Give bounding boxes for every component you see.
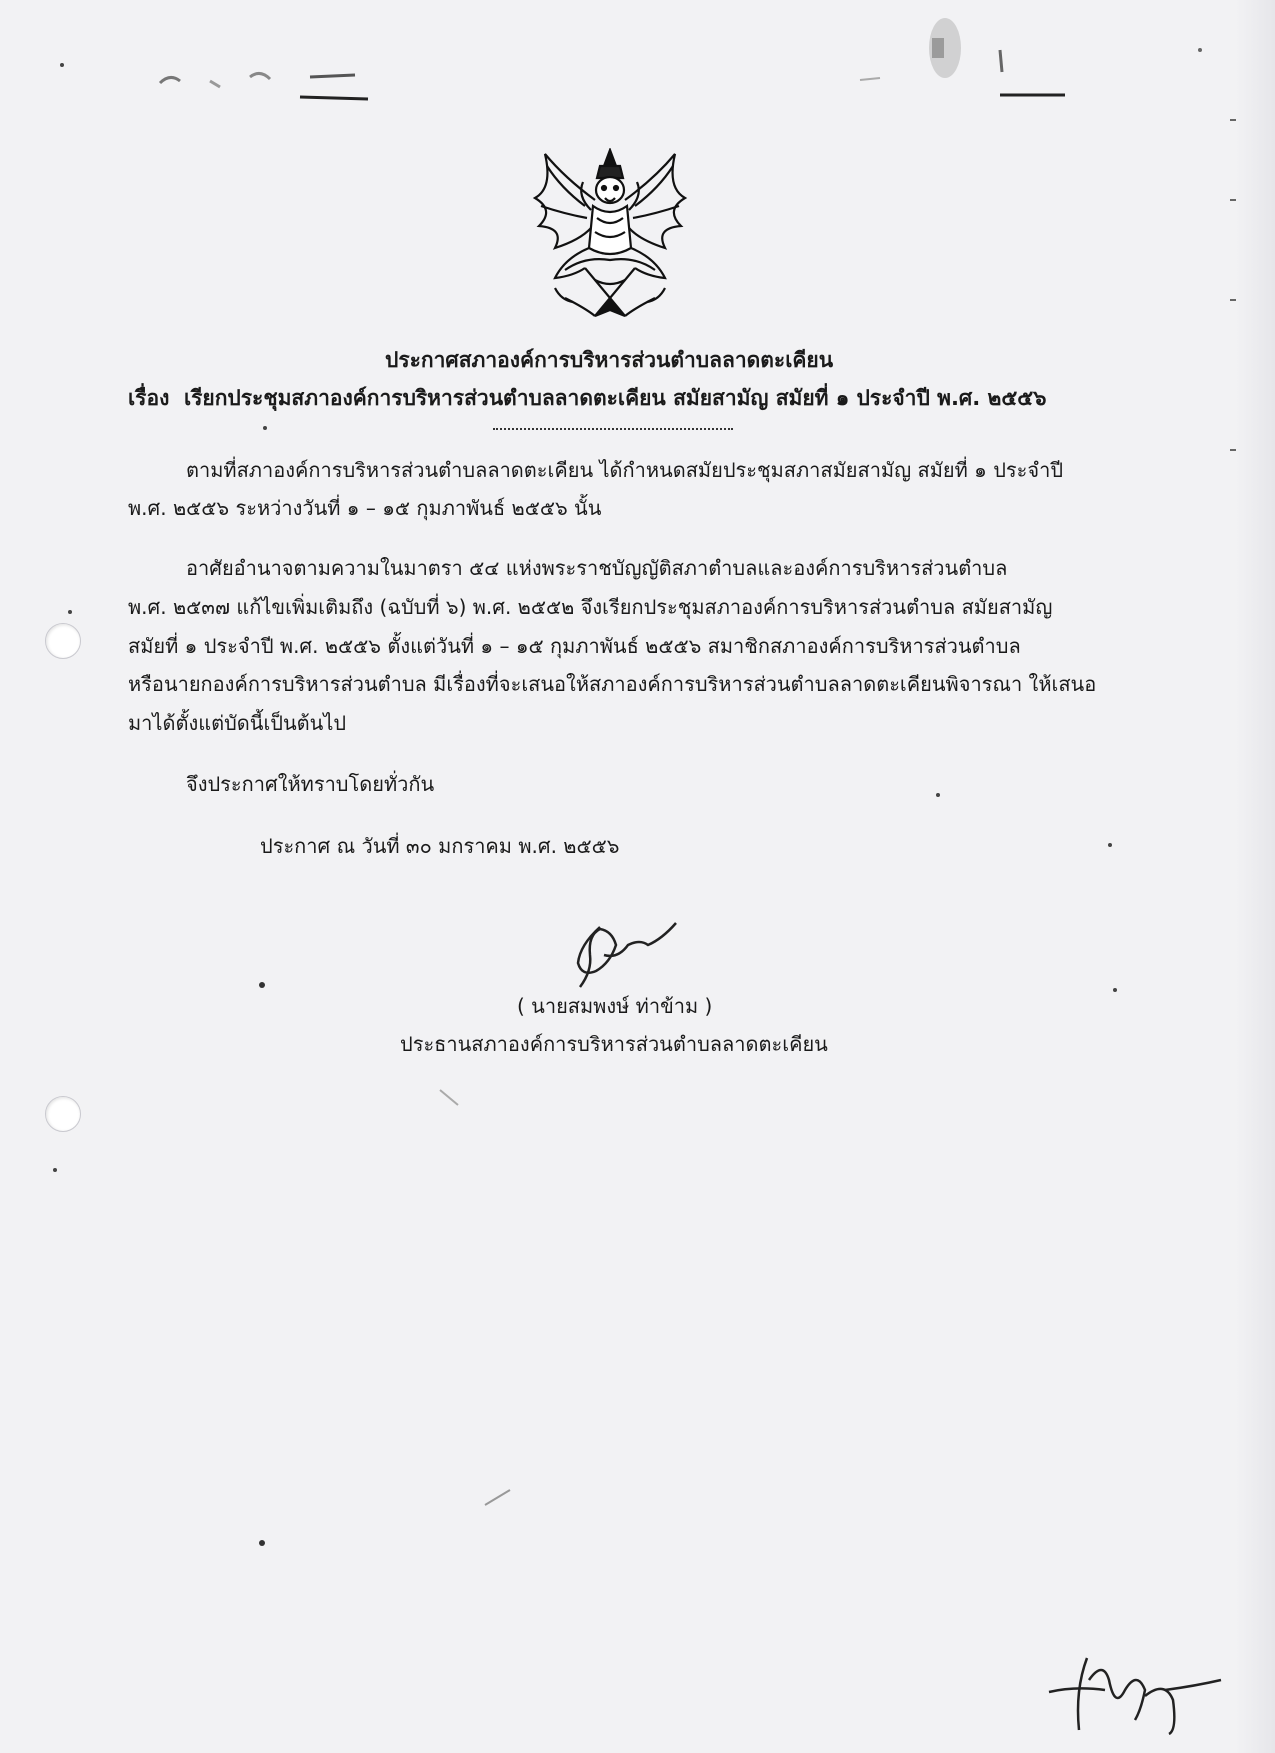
announcement-date: ประกาศ ณ วันที่ ๓๐ มกราคม พ.ศ. ๒๕๕๖ [260, 834, 620, 858]
signatory-name: ( นายสมพงษ์ ท่าข้าม ) [517, 994, 713, 1018]
subject-text: เรียกประชุมสภาองค์การบริหารส่วนตำบลลาดตะเคียน สมัยสามัญ สมัยที่ ๑ ประจำปี พ.ศ. ๒๕๕๖ [183, 386, 1047, 410]
document-title: ประกาศสภาองค์การบริหารส่วนตำบลลาดตะเคียน [385, 348, 834, 372]
paragraph1-line1: ตามที่สภาองค์การบริหารส่วนตำบลลาดตะเคียน ได้กำหนดสมัยประชุมสภาสมัยสามัญ สมัยที่ ๑ ประจำปี [186, 458, 1064, 482]
paragraph2-line1: อาศัยอำนาจตามความในมาตรา ๕๔ แห่งพระราชบัญญัติสภาตำบลและองค์การบริหารส่วนตำบล [186, 556, 1008, 580]
signatory-position: ประธานสภาองค์การบริหารส่วนตำบลลาดตะเคียน [400, 1032, 828, 1056]
paragraph2-line3: สมัยที่ ๑ ประจำปี พ.ศ. ๒๕๕๖ ตั้งแต่วันที่ ๑ – ๑๕ กุมภาพันธ์ ๒๕๕๖ สมาชิกสภาองค์การบริหารส่วนตำบล [128, 634, 1021, 658]
paragraph1-line2: พ.ศ. ๒๕๕๖ ระหว่างวันที่ ๑ – ๑๕ กุมภาพันธ์ ๒๕๕๖ นั้น [128, 496, 602, 520]
closing-statement: จึงประกาศให้ทราบโดยทั่วกัน [186, 772, 435, 796]
paragraph2-line5: มาได้ตั้งแต่บัดนี้เป็นต้นไป [128, 711, 347, 735]
paragraph2-line2: พ.ศ. ๒๕๓๗ แก้ไขเพิ่มเติมถึง (ฉบับที่ ๖) พ.ศ. ๒๕๕๒ จึงเรียกประชุมสภาองค์การบริหารส่วนตำบล สมัยสามัญ [128, 595, 1053, 619]
subject-label: เรื่อง [128, 386, 170, 410]
paragraph2-line4: หรือนายกองค์การบริหารส่วนตำบล มีเรื่องที่จะเสนอให้สภาองค์การบริหารส่วนตำบลลาดตะเคียนพิจารณา ให้เสนอ [128, 672, 1097, 696]
